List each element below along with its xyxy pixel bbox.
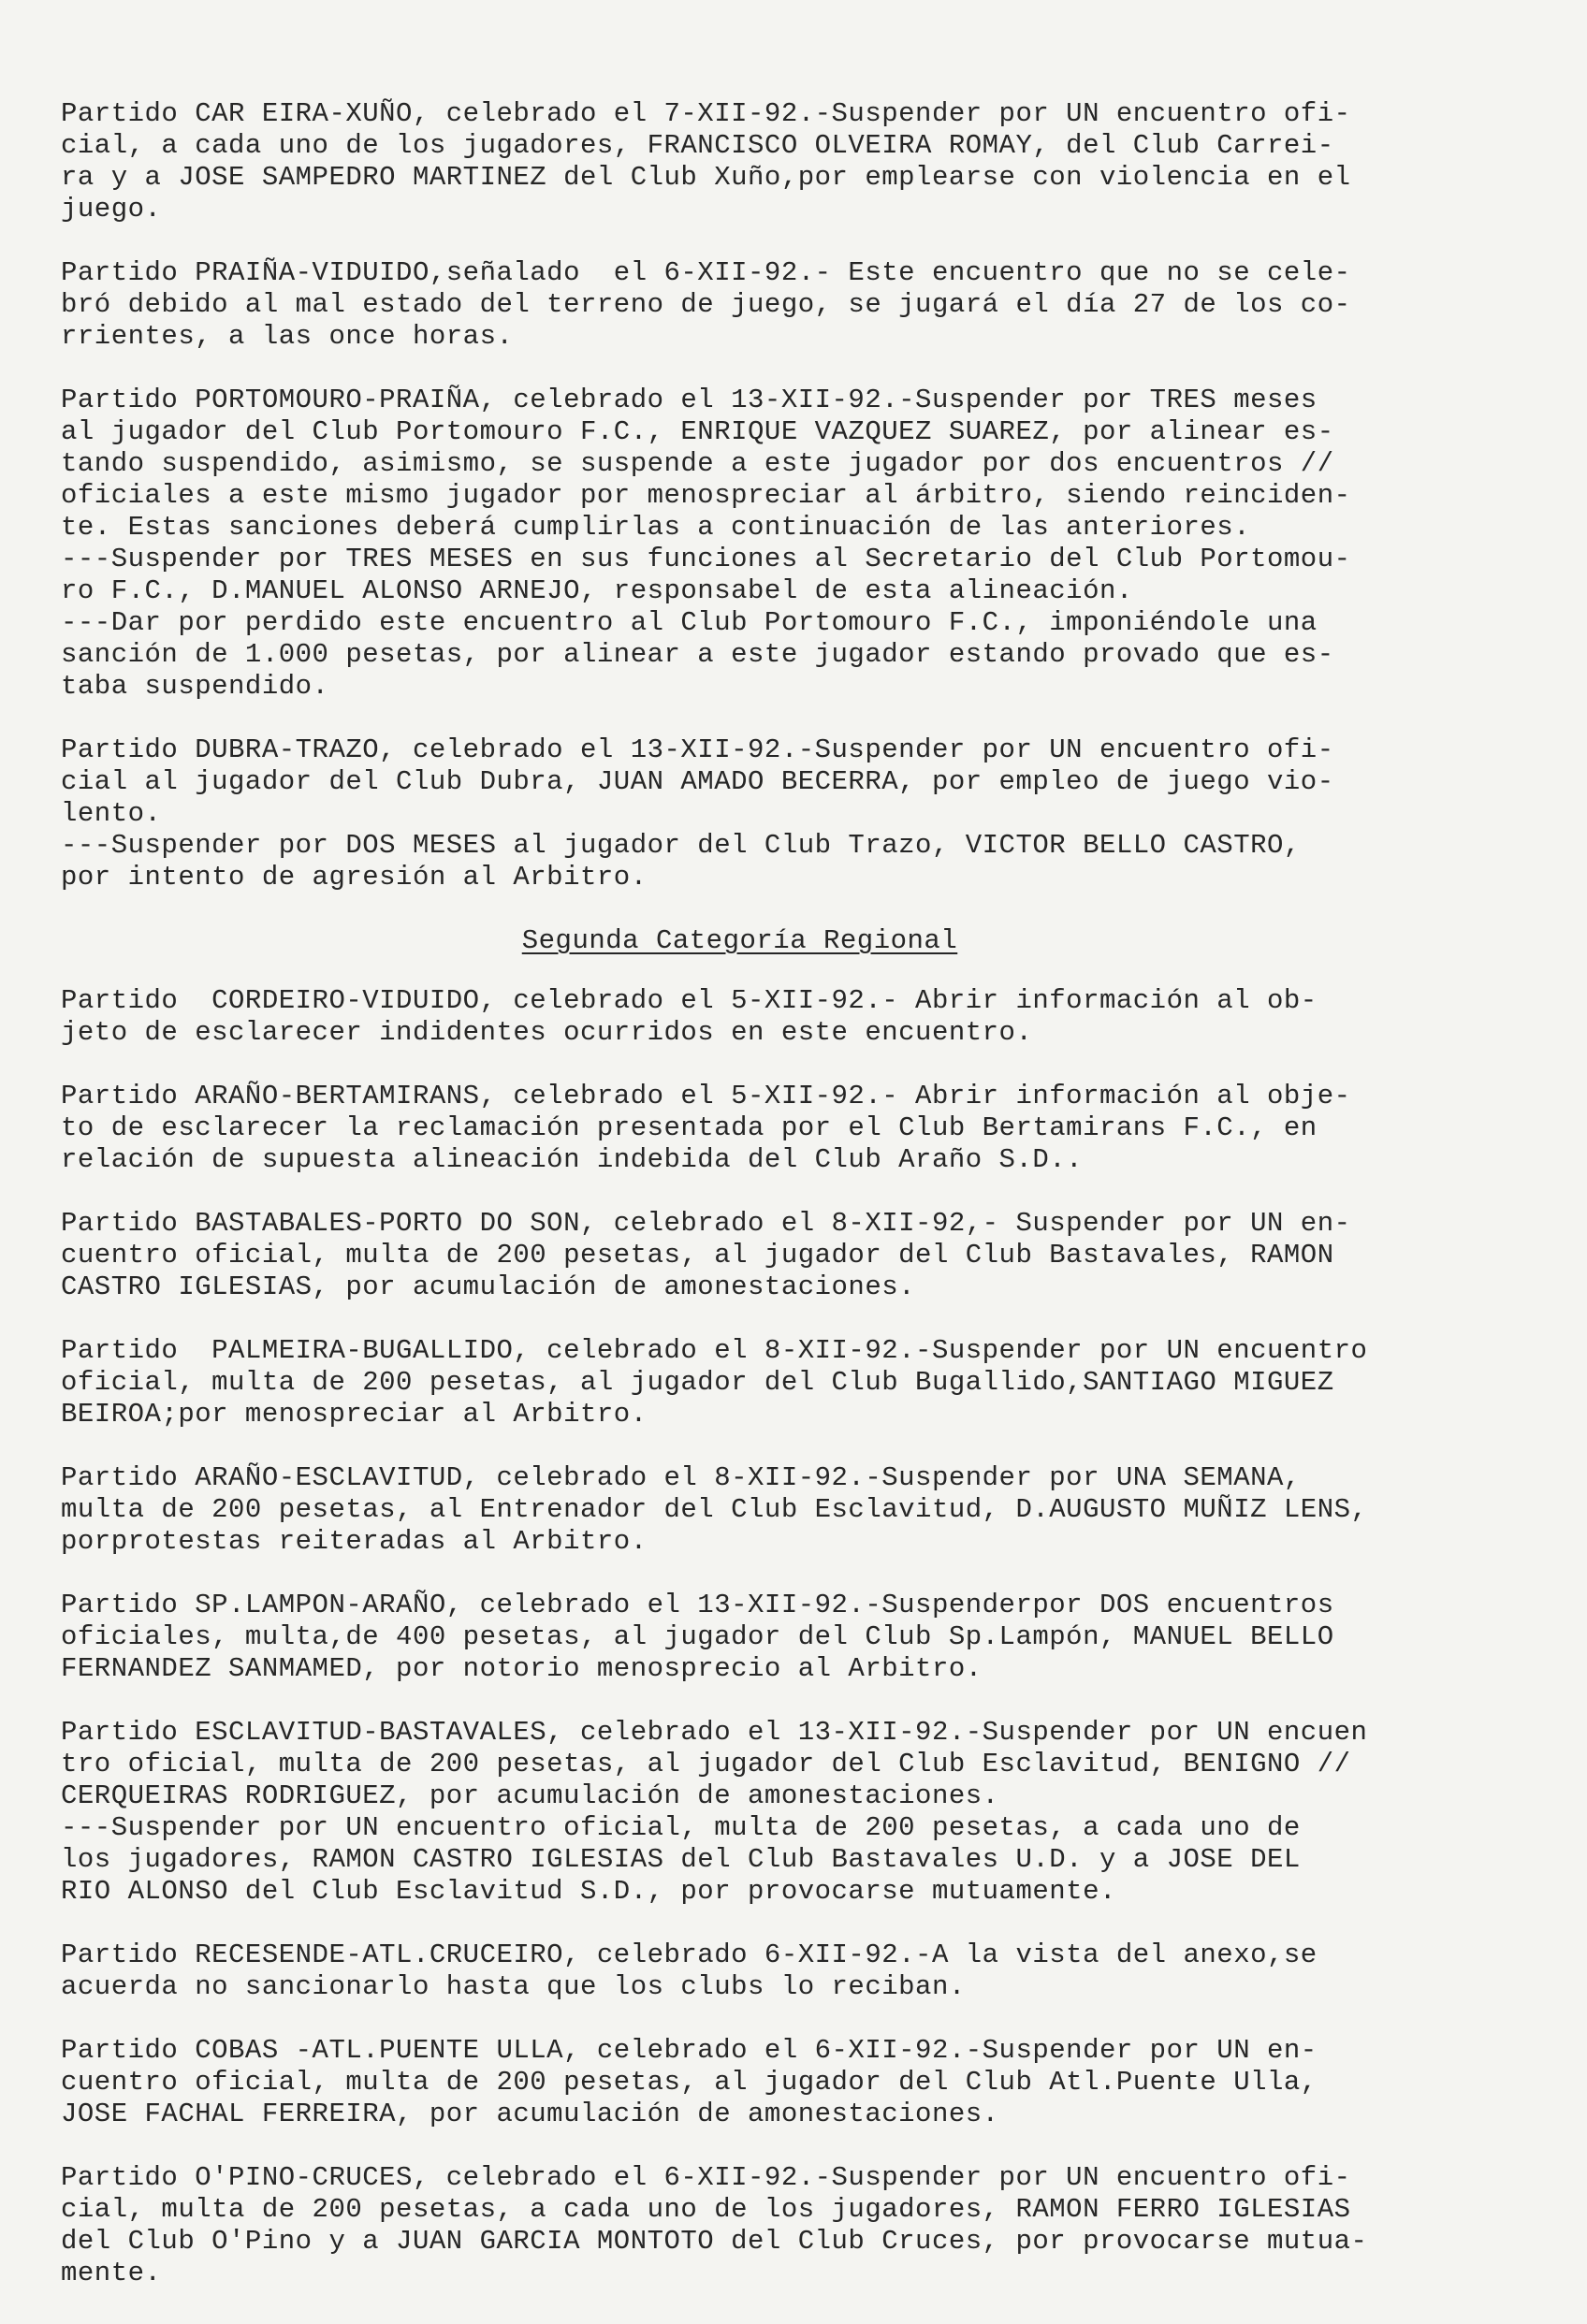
paragraph bbox=[61, 2162, 1550, 2289]
paragraph bbox=[61, 1939, 1550, 2003]
text-line: Partido RECESENDE-ATL.CRUCEIRO, celebrado 6-XII-92.-A la vista del anexo,se bbox=[61, 1939, 1318, 1970]
text-line: Partido BASTABALES-PORTO DO SON, celebrado el 8-XII-92,- Suspender por UN en- bbox=[61, 1208, 1351, 1239]
text-line: Partido PALMEIRA-BUGALLIDO, celebrado el 8-XII-92.-Suspender por UN encuentro bbox=[61, 1335, 1368, 1366]
text-line: Partido SP.LAMPON-ARAÑO, celebrado el 13-XII-92.-Suspenderpor DOS encuentros bbox=[61, 1590, 1334, 1620]
text-line: ---Dar por perdido este encuentro al Club Portomouro F.C., imponiéndole una bbox=[61, 607, 1318, 638]
text-line: oficial, multa de 200 pesetas, al jugador del Club Bugallido,SANTIAGO MIGUEZ bbox=[61, 1367, 1334, 1398]
text-line: ra y a JOSE SAMPEDRO MARTINEZ del Club Xuño,por emplearse con violencia en el bbox=[61, 162, 1351, 193]
paragraph bbox=[61, 98, 1550, 225]
paragraph bbox=[61, 734, 1550, 893]
text-line: Partido PRAIÑA-VIDUIDO,señalado el 6-XII-92.- Este encuentro que no se cele- bbox=[61, 257, 1351, 288]
text-line: CERQUEIRAS RODRIGUEZ, por acumulación de amonestaciones. bbox=[61, 1780, 999, 1811]
paragraph bbox=[61, 1335, 1550, 1431]
text-line: bró debido al mal estado del terreno de juego, se jugará el día 27 de los co- bbox=[61, 289, 1351, 320]
text-line: ---Suspender por DOS MESES al jugador del Club Trazo, VICTOR BELLO CASTRO, bbox=[61, 830, 1301, 861]
second-section bbox=[61, 985, 1550, 2289]
text-line: cial al jugador del Club Dubra, JUAN AMADO BECERRA, por empleo de juego vio- bbox=[61, 766, 1334, 797]
paragraph bbox=[61, 2035, 1550, 2130]
text-line: tando suspendido, asimismo, se suspende a este jugador por dos encuentros // bbox=[61, 448, 1334, 479]
text-line: oficiales, multa,de 400 pesetas, al jugador del Club Sp.Lampón, MANUEL BELLO bbox=[61, 1621, 1334, 1652]
text-line: taba suspendido. bbox=[61, 671, 329, 702]
text-line: Partido ARAÑO-BERTAMIRANS, celebrado el 5-XII-92.- Abrir información al obje- bbox=[61, 1081, 1351, 1111]
paragraph bbox=[61, 1462, 1550, 1558]
paragraph bbox=[61, 1081, 1550, 1176]
section-heading-text: Segunda Categoría Regional bbox=[521, 925, 958, 956]
text-line: ---Suspender por UN encuentro oficial, multa de 200 pesetas, a cada uno de bbox=[61, 1812, 1301, 1843]
text-line: RIO ALONSO del Club Esclavitud S.D., por provocarse mutuamente. bbox=[61, 1876, 1116, 1907]
paragraph bbox=[61, 1590, 1550, 1685]
paragraph bbox=[61, 1208, 1550, 1303]
paragraph bbox=[61, 257, 1550, 353]
section-heading bbox=[61, 925, 1550, 957]
text-line: relación de supuesta alineación indebida del Club Araño S.D.. bbox=[61, 1144, 1084, 1175]
text-line: por intento de agresión al Arbitro. bbox=[61, 862, 648, 893]
text-line: jeto de esclarecer indidentes ocurridos en este encuentro. bbox=[61, 1017, 1033, 1048]
text-line: tro oficial, multa de 200 pesetas, al jugador del Club Esclavitud, BENIGNO // bbox=[61, 1749, 1351, 1779]
text-line: Partido O'PINO-CRUCES, celebrado el 6-XII-92.-Suspender por UN encuentro ofi- bbox=[61, 2162, 1351, 2193]
text-line: oficiales a este mismo jugador por menospreciar al árbitro, siendo reinciden- bbox=[61, 480, 1351, 511]
text-line: Partido DUBRA-TRAZO, celebrado el 13-XII-92.-Suspender por UN encuentro ofi- bbox=[61, 734, 1334, 765]
text-line: lento. bbox=[61, 798, 162, 829]
text-line: rrientes, a las once horas. bbox=[61, 321, 514, 352]
text-line: FERNANDEZ SANMAMED, por notorio menosprecio al Arbitro. bbox=[61, 1653, 983, 1684]
paragraph bbox=[61, 985, 1550, 1049]
text-line: del Club O'Pino y a JUAN GARCIA MONTOTO del Club Cruces, por provocarse mutua- bbox=[61, 2226, 1368, 2257]
text-line: BEIROA;por menospreciar al Arbitro. bbox=[61, 1399, 648, 1430]
text-line: multa de 200 pesetas, al Entrenador del Club Esclavitud, D.AUGUSTO MUÑIZ LENS, bbox=[61, 1494, 1368, 1525]
text-line: ---Suspender por TRES MESES en sus funciones al Secretario del Club Portomou- bbox=[61, 544, 1351, 574]
text-line: juego. bbox=[61, 194, 162, 225]
text-line: Partido ARAÑO-ESCLAVITUD, celebrado el 8-XII-92.-Suspender por UNA SEMANA, bbox=[61, 1462, 1301, 1493]
text-line: Partido COBAS -ATL.PUENTE ULLA, celebrado el 6-XII-92.-Suspender por UN en- bbox=[61, 2035, 1318, 2066]
text-line: acuerda no sancionarlo hasta que los clubs lo reciban. bbox=[61, 1971, 966, 2002]
text-line: sanción de 1.000 pesetas, por alinear a este jugador estando provado que es- bbox=[61, 639, 1334, 670]
text-line: mente. bbox=[61, 2258, 162, 2288]
text-line: cuentro oficial, multa de 200 pesetas, al jugador del Club Atl.Puente Ulla, bbox=[61, 2067, 1318, 2098]
text-line: JOSE FACHAL FERREIRA, por acumulación de amonestaciones. bbox=[61, 2099, 999, 2129]
text-line: te. Estas sanciones deberá cumplirlas a continuación de las anteriores. bbox=[61, 512, 1251, 543]
text-line: cuentro oficial, multa de 200 pesetas, al jugador del Club Bastavales, RAMON bbox=[61, 1240, 1334, 1271]
text-line: Partido PORTOMOURO-PRAIÑA, celebrado el 13-XII-92.-Suspender por TRES meses bbox=[61, 385, 1318, 415]
text-line: porprotestas reiteradas al Arbitro. bbox=[61, 1526, 648, 1557]
text-line: cial, a cada uno de los jugadores, FRANCISCO OLVEIRA ROMAY, del Club Carrei- bbox=[61, 130, 1334, 161]
text-line: Partido CORDEIRO-VIDUIDO, celebrado el 5-XII-92.- Abrir información al ob- bbox=[61, 985, 1318, 1016]
text-line: Partido ESCLAVITUD-BASTAVALES, celebrado el 13-XII-92.-Suspender por UN encuen bbox=[61, 1717, 1368, 1748]
paragraph bbox=[61, 1717, 1550, 1908]
first-section bbox=[61, 98, 1550, 893]
text-line: al jugador del Club Portomouro F.C., ENRIQUE VAZQUEZ SUAREZ, por alinear es- bbox=[61, 416, 1334, 447]
text-line: ro F.C., D.MANUEL ALONSO ARNEJO, responsabel de esta alineación. bbox=[61, 575, 1133, 606]
text-line: CASTRO IGLESIAS, por acumulación de amonestaciones. bbox=[61, 1271, 916, 1302]
text-line: cial, multa de 200 pesetas, a cada uno de los jugadores, RAMON FERRO IGLESIAS bbox=[61, 2194, 1351, 2225]
paragraph bbox=[61, 385, 1550, 703]
text-line: los jugadores, RAMON CASTRO IGLESIAS del Club Bastavales U.D. y a JOSE DEL bbox=[61, 1844, 1301, 1875]
text-line: Partido CAR EIRA-XUÑO, celebrado el 7-XII-92.-Suspender por UN encuentro ofi- bbox=[61, 98, 1351, 129]
text-line: to de esclarecer la reclamación presentada por el Club Bertamirans F.C., en bbox=[61, 1112, 1318, 1143]
